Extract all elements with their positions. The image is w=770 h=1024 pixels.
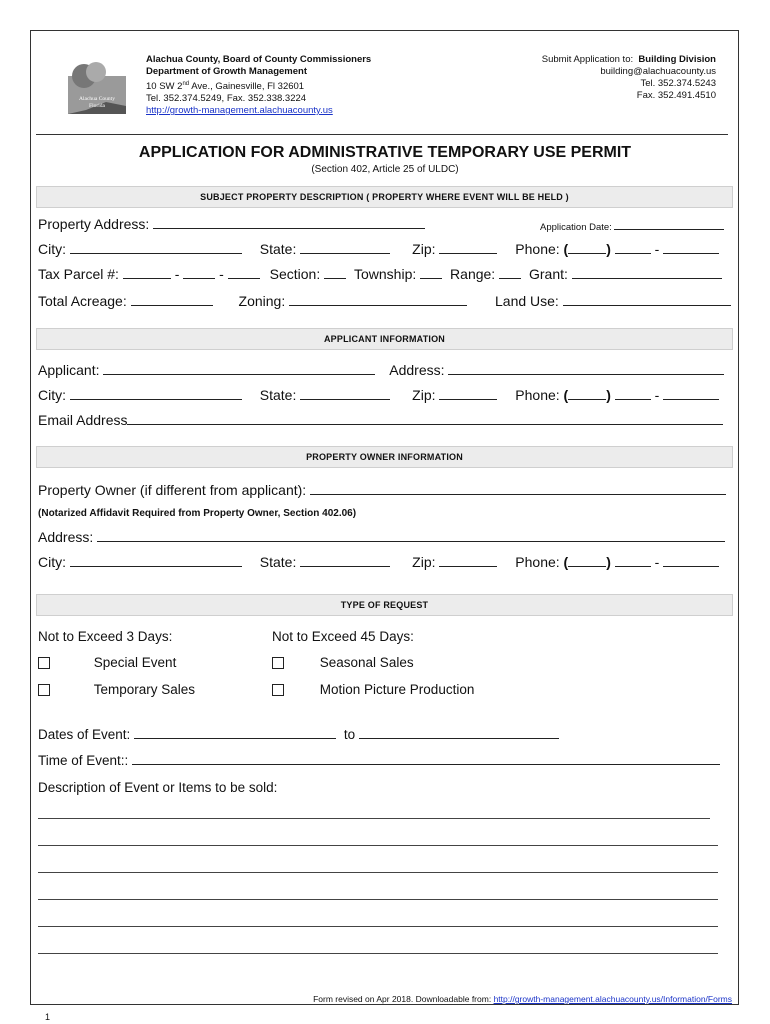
submit-division: Building Division <box>638 54 716 65</box>
property-owner-label: Property Owner (if different from applicant): <box>38 482 307 498</box>
property-address-label: Property Address: <box>38 216 150 232</box>
state-label: State: <box>259 241 297 257</box>
applicant-state-field[interactable] <box>300 387 390 400</box>
motion-picture-label: Motion Picture Production <box>319 682 475 697</box>
range-field[interactable] <box>499 266 521 279</box>
owner-phone-area-field[interactable] <box>568 554 606 567</box>
svg-text:Florida: Florida <box>89 103 105 109</box>
owner-zip-field[interactable] <box>439 554 497 567</box>
applicant-row <box>38 362 724 378</box>
subject-zip-field[interactable] <box>439 241 497 254</box>
submit-label: Submit Application to: <box>541 54 634 65</box>
seasonal-sales-option[interactable] <box>272 655 414 670</box>
to-label: to <box>343 727 356 742</box>
section-field[interactable] <box>324 266 346 279</box>
township-field[interactable] <box>420 266 442 279</box>
seasonal-sales-label: Seasonal Sales <box>319 655 414 670</box>
applicant-state-label: State: <box>259 387 297 403</box>
application-date-row <box>540 220 724 233</box>
owner-row <box>38 482 726 498</box>
org-name: Alachua County, Board of County Commissioners <box>146 54 372 65</box>
notarized-note: (Notarized Affidavit Required from Property Owner, Section 402.06) <box>38 508 357 519</box>
applicant-address-label: Address: <box>389 362 445 378</box>
subject-phone-line-field[interactable] <box>663 241 719 254</box>
total-acreage-label: Total Acreage: <box>38 293 127 309</box>
footer-note <box>313 994 732 1004</box>
applicant-city-row: City: State: Zip: Phone: ( ) - <box>38 387 719 403</box>
special-event-checkbox[interactable] <box>38 657 50 669</box>
zoning-field[interactable] <box>289 293 467 306</box>
temporary-sales-checkbox[interactable] <box>38 684 50 696</box>
property-address-field[interactable] <box>153 216 425 229</box>
special-event-option[interactable] <box>38 655 176 670</box>
owner-city-label: City: <box>38 554 66 570</box>
page-title: APPLICATION FOR ADMINISTRATIVE TEMPORARY USE PERMIT <box>138 144 632 161</box>
application-date-label: Application Date: <box>540 222 612 233</box>
time-of-event-field[interactable] <box>132 752 720 765</box>
acreage-row <box>38 293 731 309</box>
owner-state-field[interactable] <box>300 554 390 567</box>
owner-address-label: Address: <box>38 529 94 545</box>
description-line-5[interactable] <box>38 926 718 927</box>
applicant-phone-line-field[interactable] <box>663 387 719 400</box>
owner-city-field[interactable] <box>70 554 242 567</box>
applicant-phone-prefix-field[interactable] <box>615 387 651 400</box>
section-header-request: TYPE OF REQUEST <box>36 594 733 616</box>
applicant-city-field[interactable] <box>70 387 242 400</box>
submit-block <box>542 54 716 102</box>
footer-revised: Form revised on Apr 2018. Downloadable from: <box>313 994 492 1004</box>
section-header-owner: PROPERTY OWNER INFORMATION <box>36 446 733 468</box>
header-rule <box>36 134 728 135</box>
event-start-date-field[interactable] <box>134 726 336 739</box>
property-owner-field[interactable] <box>310 482 726 495</box>
applicant-email-field[interactable] <box>127 412 723 425</box>
page-number: 1 <box>45 1012 51 1022</box>
page-subtitle: (Section 402, Article 25 of ULDC) <box>311 164 459 175</box>
notarized-text: Notarized Affidavit Required from Property Owner, Section 402.06 <box>41 508 353 519</box>
motion-picture-option[interactable] <box>272 682 474 697</box>
applicant-phone-area-field[interactable] <box>568 387 606 400</box>
tax-parcel-label: Tax Parcel #: <box>38 266 119 282</box>
tax-parcel-field-2[interactable] <box>183 266 215 279</box>
temporary-sales-label: Temporary Sales <box>93 682 196 697</box>
subject-phone-prefix-field[interactable] <box>615 241 651 254</box>
property-address-row <box>38 216 425 232</box>
submit-fax: Fax. 352.491.4510 <box>636 90 716 101</box>
description-line-6[interactable] <box>38 953 718 954</box>
phone-label: Phone: <box>515 241 560 257</box>
land-use-field[interactable] <box>563 293 731 306</box>
svg-text:Alachua County: Alachua County <box>79 96 115 102</box>
owner-phone-line-field[interactable] <box>663 554 719 567</box>
grant-field[interactable] <box>572 266 722 279</box>
total-acreage-field[interactable] <box>131 293 213 306</box>
subject-city-row: City: State: Zip: Phone: ( ) - <box>38 241 728 257</box>
header-org-block <box>146 54 371 117</box>
owner-state-label: State: <box>259 554 297 570</box>
tax-parcel-row: Tax Parcel #: - - Section: Township: Range: Grant: <box>38 266 722 282</box>
range-label: Range: <box>450 266 496 282</box>
email-label: Email Address <box>38 412 128 428</box>
applicant-address-field[interactable] <box>448 362 724 375</box>
applicant-field[interactable] <box>103 362 375 375</box>
owner-address-field[interactable] <box>97 529 725 542</box>
owner-address-row <box>38 529 725 545</box>
owner-city-row: City: State: Zip: Phone: ( ) - <box>38 554 719 570</box>
special-event-label: Special Event <box>93 655 177 670</box>
dept-name: Department of Growth Management <box>146 66 307 77</box>
county-seal-logo <box>66 62 128 124</box>
application-date-field[interactable] <box>614 220 724 230</box>
owner-zip-label: Zip: <box>412 554 436 570</box>
city-label: City: <box>38 241 66 257</box>
land-use-label: Land Use: <box>495 293 559 309</box>
motion-picture-checkbox[interactable] <box>272 684 284 696</box>
org-address: 10 SW 2nd Ave., Gainesville, Fl 32601 <box>146 81 305 93</box>
seasonal-sales-checkbox[interactable] <box>272 657 284 669</box>
not-exceed-45-label: Not to Exceed 45 Days: <box>272 629 414 644</box>
submit-email: building@alachuacounty.us <box>600 66 716 77</box>
time-of-event-label: Time of Event:: <box>38 753 129 768</box>
submit-tel: Tel. 352.374.5243 <box>640 78 716 89</box>
dates-of-event-row <box>38 726 559 742</box>
description-line-4[interactable] <box>38 899 718 900</box>
applicant-zip-field[interactable] <box>439 387 497 400</box>
zip-label: Zip: <box>412 241 436 257</box>
owner-phone-prefix-field[interactable] <box>615 554 651 567</box>
event-end-date-field[interactable] <box>359 726 559 739</box>
subject-state-field[interactable] <box>300 241 390 254</box>
subject-city-field[interactable] <box>70 241 242 254</box>
tax-parcel-field-3[interactable] <box>228 266 260 279</box>
owner-phone-label: Phone: <box>515 554 560 570</box>
applicant-zip-label: Zip: <box>412 387 436 403</box>
description-line-3[interactable] <box>38 872 718 873</box>
applicant-phone-label: Phone: <box>515 387 560 403</box>
description-line-2[interactable] <box>38 845 718 846</box>
dates-of-event-label: Dates of Event: <box>38 727 131 742</box>
temporary-sales-option[interactable] <box>38 682 195 697</box>
description-label: Description of Event or Items to be sold: <box>38 780 278 795</box>
submit-line <box>542 54 716 66</box>
description-line-1[interactable] <box>38 818 710 819</box>
org-phone-fax: Tel. 352.374.5249, Fax. 352.338.3224 <box>146 93 307 105</box>
township-label: Township: <box>354 266 417 282</box>
time-of-event-row <box>38 752 720 768</box>
applicant-city-label: City: <box>38 387 66 403</box>
section-label: Section: <box>269 266 321 282</box>
not-exceed-3-label: Not to Exceed 3 Days: <box>38 629 173 644</box>
tax-parcel-field-1[interactable] <box>123 266 171 279</box>
zoning-label: Zoning: <box>238 293 286 309</box>
section-header-subject: SUBJECT PROPERTY DESCRIPTION ( PROPERTY WHERE EVENT WILL BE HELD ) <box>36 186 733 208</box>
org-website-link[interactable]: http://growth-management.alachuacounty.us <box>146 105 333 117</box>
applicant-email-row <box>38 412 723 428</box>
subject-phone-area-field[interactable] <box>568 241 606 254</box>
section-header-applicant: APPLICANT INFORMATION <box>36 328 733 350</box>
footer-forms-link[interactable]: http://growth-management.alachuacounty.us/Information/Forms <box>493 994 732 1004</box>
grant-label: Grant: <box>528 266 568 282</box>
applicant-label: Applicant: <box>38 362 100 378</box>
